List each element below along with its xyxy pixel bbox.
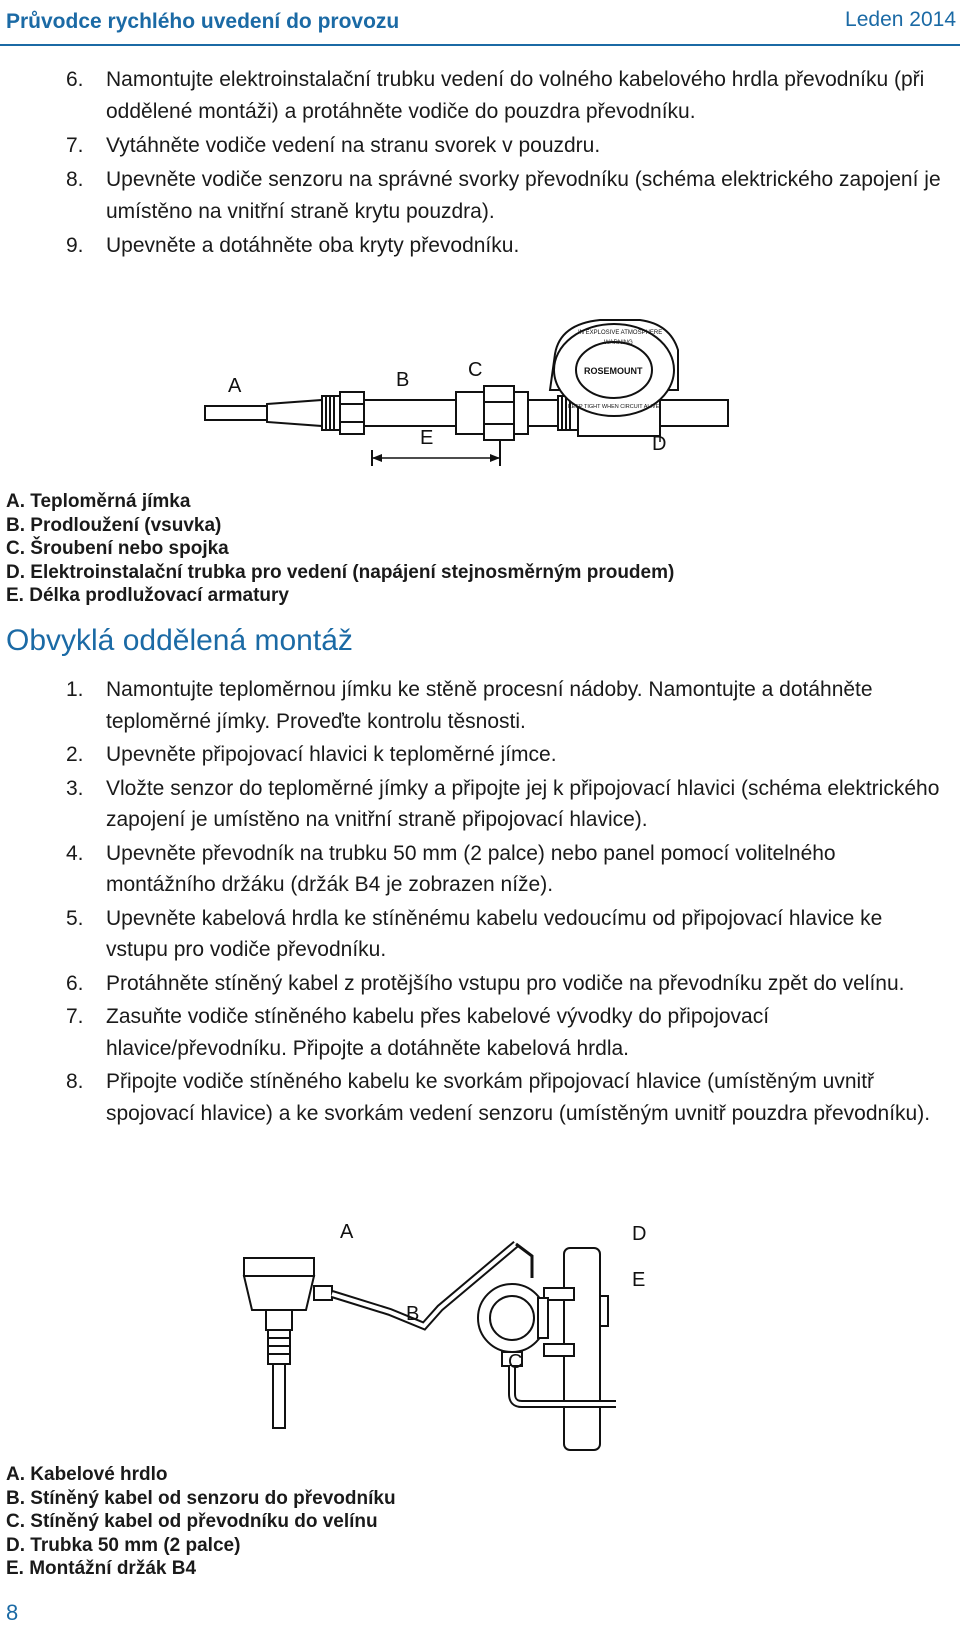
figure1-legend xyxy=(6,490,674,608)
header-title: Průvodce rychlého uvedení do provozu xyxy=(6,10,400,33)
warning-ring-text-bottom: KEEP TIGHT WHEN CIRCUIT ALIVE xyxy=(568,404,660,410)
page-number: 8 xyxy=(6,1600,19,1625)
step-number: 9. xyxy=(66,234,84,257)
step-text: Namontujte teploměrnou jímku ke stěně procesní nádoby. Namontujte a dotáhněte teploměrné jímky. Proveďte kontrolu těsnosti. xyxy=(106,678,873,733)
step-number: 3. xyxy=(66,776,84,800)
step-text: Zasuňte vodiče stíněného kabelu přes kabelové vývodky do připojovací hlavice/převodníku. Připojte a dotáhněte kabelová hrdla. xyxy=(106,1005,770,1060)
legend-item: E. Délka prodlužovací armatury xyxy=(6,585,289,606)
step-number: 8. xyxy=(66,1070,84,1093)
sensor-thermowell xyxy=(273,1364,285,1428)
extension-nipple xyxy=(364,400,456,426)
step-text: Upevněte a dotáhněte oba kryty převodníku. xyxy=(106,234,520,257)
legend-item: D. Trubka 50 mm (2 palce) xyxy=(6,1534,241,1556)
step-item xyxy=(66,903,946,966)
label-d: D xyxy=(632,1223,647,1245)
warning-label: WARNING xyxy=(604,340,633,346)
step-number: 6. xyxy=(66,971,84,995)
step-text: Upevněte vodiče senzoru na správné svorky převodníku (schéma elektrického zapojení je umístěno na vnitřní straně krytu pouzdra). xyxy=(106,168,941,223)
union-right xyxy=(514,392,528,434)
step-number: 2. xyxy=(66,743,84,766)
step-item xyxy=(66,230,946,262)
step-item xyxy=(66,674,946,737)
connection-head-body xyxy=(244,1276,314,1310)
step-text: Protáhněte stíněný kabel z protějšího vstupu pro vodiče na převodníku zpět do velínu. xyxy=(106,971,905,995)
union-center xyxy=(484,386,514,440)
label-e: E xyxy=(420,427,434,449)
bracket-arm-bottom xyxy=(544,1344,574,1356)
step-number: 7. xyxy=(66,134,84,157)
thermowell-tip xyxy=(205,406,267,420)
step-item xyxy=(66,773,946,836)
conduit-pipe xyxy=(660,400,728,426)
legend-item: E. Montážní držák B4 xyxy=(6,1558,197,1579)
step-text: Vložte senzor do teploměrné jímky a připojte jej k připojovací hlavici (schéma elektrického zapojení je umístěno na vnitřní straně připojovací hlavice). xyxy=(106,776,940,831)
remote-mount-diagram xyxy=(240,1221,680,1458)
warning-ring-text: IN EXPLOSIVE ATMOSPHERE xyxy=(578,330,663,336)
installation-steps-top xyxy=(66,64,946,264)
label-b: B xyxy=(396,369,410,391)
direct-mount-diagram xyxy=(200,320,740,490)
step-item xyxy=(66,64,946,128)
step-text: Upevněte převodník na trubku 50 mm (2 palce) nebo panel pomocí volitelného montážního držáku (držák B4 je zobrazen níže). xyxy=(106,841,836,896)
installation-steps-bottom xyxy=(66,674,946,1131)
union-left xyxy=(456,392,484,434)
legend-item: C. Stíněný kabel od převodníku do velínu xyxy=(6,1511,378,1532)
label-e: E xyxy=(632,1269,646,1291)
label-c: C xyxy=(468,359,483,381)
figure2-legend xyxy=(6,1463,396,1581)
step-number: 7. xyxy=(66,1005,84,1028)
legend-item: B. Stíněný kabel od senzoru do převodníku xyxy=(6,1487,396,1509)
label-a: A xyxy=(228,375,242,397)
step-number: 6. xyxy=(66,68,84,91)
step-item xyxy=(66,838,946,901)
cable-gland xyxy=(314,1286,332,1300)
hex-nut-left xyxy=(340,392,364,434)
label-d: D xyxy=(652,433,667,455)
legend-item: A. Kabelové hrdlo xyxy=(6,1464,168,1485)
legend-item: B. Prodloužení (vsuvka) xyxy=(6,514,222,536)
step-item xyxy=(66,1001,946,1064)
connection-head-cap xyxy=(244,1258,314,1276)
step-text: Připojte vodiče stíněného kabelu ke svorkám připojovací hlavice (umístěným uvnitř spojovací hlavice) a ke svorkám vedení senzoru (umístěným uvnitř pouzdra převodníku). xyxy=(106,1070,931,1125)
transmitter-cover xyxy=(490,1296,534,1340)
page-header xyxy=(0,0,960,44)
label-c: C xyxy=(508,1351,523,1373)
step-item xyxy=(66,968,946,1000)
legend-item: C. Šroubení nebo spojka xyxy=(6,538,229,559)
step-text: Vytáhněte vodiče vedení na stranu svorek v pouzdru. xyxy=(106,134,601,157)
brand-label: ROSEMOUNT xyxy=(584,366,643,376)
step-item xyxy=(66,1066,946,1129)
step-number: 8. xyxy=(66,168,84,191)
section-heading: Obvyklá oddělená montáž xyxy=(6,624,353,657)
transmitter-side xyxy=(538,1298,548,1338)
step-text: Upevněte připojovací hlavici k teploměrné jímce. xyxy=(106,743,557,766)
step-number: 4. xyxy=(66,841,84,865)
step-number: 5. xyxy=(66,906,84,930)
label-a: A xyxy=(340,1221,354,1243)
legend-item: D. Elektroinstalační trubka pro vedení (napájení stejnosměrným proudem) xyxy=(6,561,675,583)
header-divider xyxy=(0,44,960,46)
header-date: Leden 2014 xyxy=(845,8,956,31)
extension-nipple-right xyxy=(528,400,558,426)
bracket-clamp xyxy=(600,1296,608,1326)
head-neck xyxy=(266,1310,292,1330)
step-number: 1. xyxy=(66,678,84,701)
thermowell-body xyxy=(267,400,322,426)
step-item xyxy=(66,739,946,771)
step-item xyxy=(66,164,946,228)
step-text: Namontujte elektroinstalační trubku vedení do volného kabelového hrdla převodníku (při oddělené montáži) a protáhněte vodiče do pouzdra převodníku. xyxy=(106,68,925,123)
legend-item: A. Teploměrná jímka xyxy=(6,491,191,512)
step-text: Upevněte kabelová hrdla ke stíněnému kabelu vedoucímu od připojovací hlavice ke vstupu pro vodiče převodníku. xyxy=(106,906,883,961)
step-item xyxy=(66,130,946,162)
label-b: B xyxy=(406,1303,420,1325)
